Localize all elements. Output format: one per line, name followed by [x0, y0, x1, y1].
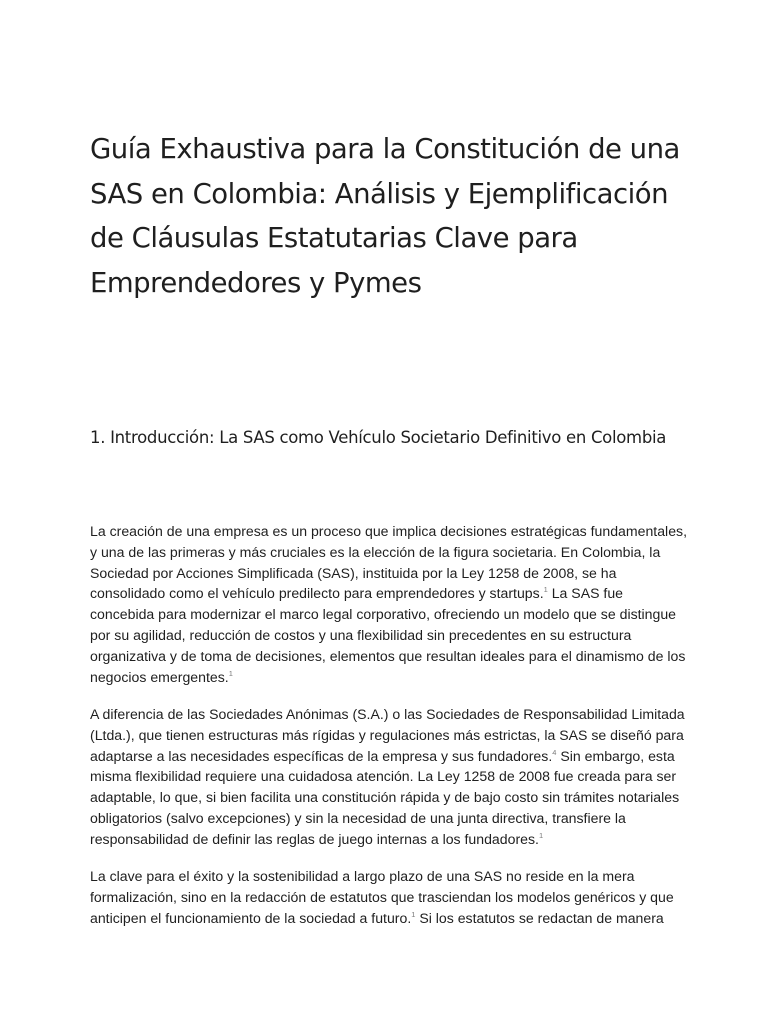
paragraph-1-text-a: La creación de una empresa es un proceso que implica decisiones estratégicas fundamentales, y una de las primeras y más cruciales es la elección de la figura societaria. En Colombia, la Sociedad por Acciones Simplificada (SAS), instituida por la Ley 1258 de 2008, se ha consolidado como el vehículo predilecto para emprendedores y startups.: [90, 523, 687, 602]
footnote-ref[interactable]: 1: [538, 830, 544, 840]
paragraph-3: [90, 866, 690, 928]
paragraph-1-text-b: La SAS fue concebida para modernizar el marco legal corporativo, ofreciendo un modelo que se distingue por su agilidad, reducción de costos y una flexibilidad sin precedentes en su estructura organizativa y de toma de decisiones, elementos que resultan ideales para el dinamismo de los negocios emergentes.: [90, 585, 686, 685]
paragraph-3-text-b: Si los estatutos se redactan de manera: [415, 909, 664, 926]
paragraph-3-text-a: La clave para el éxito y la sostenibilidad a largo plazo de una SAS no reside en la mera formalización, sino en la redacción de estatutos que trasciendan los modelos genéricos y que anticipen el funcionamiento de la sociedad a futuro.: [90, 868, 674, 926]
paragraph-2: [90, 704, 690, 850]
section-heading: 1. Introducción: La SAS como Vehículo Societario Definitivo en Colombia: [90, 428, 667, 447]
document-title: Guía Exhaustiva para la Constitución de una SAS en Colombia: Análisis y Ejemplificación de Cláusulas Estatutarias Clave para Emprendedores y Pymes: [90, 133, 680, 299]
footnote-ref[interactable]: 1: [228, 668, 233, 678]
paragraph-2-text-a: A diferencia de las Sociedades Anónimas (S.A.) o las Sociedades de Responsabilidad Limitada (Ltda.), que tienen estructuras más rígidas y regulaciones más estrictas, la SAS se diseñó para adaptarse a las necesidades específicas de la empresa y sus fundadores.: [90, 706, 685, 764]
paragraph-2-text-b: Sin embargo, esta misma flexibilidad requiere una cuidadosa atención. La Ley 1258 de 2008 fue creada para ser adaptable, lo que, si bien facilita una constitución rápida y de bajo costo sin trámites notariales obligatorios (salvo excepciones) y sin la necesidad de una junta directiva, transfiere la responsabilidad de definir las reglas de juego internas a los fundadores.: [90, 747, 680, 847]
footnote-ref[interactable]: 1: [543, 585, 548, 595]
paragraph-1: [90, 521, 690, 687]
footnote-ref[interactable]: 4: [552, 747, 557, 757]
footnote-ref[interactable]: 1: [411, 909, 416, 919]
